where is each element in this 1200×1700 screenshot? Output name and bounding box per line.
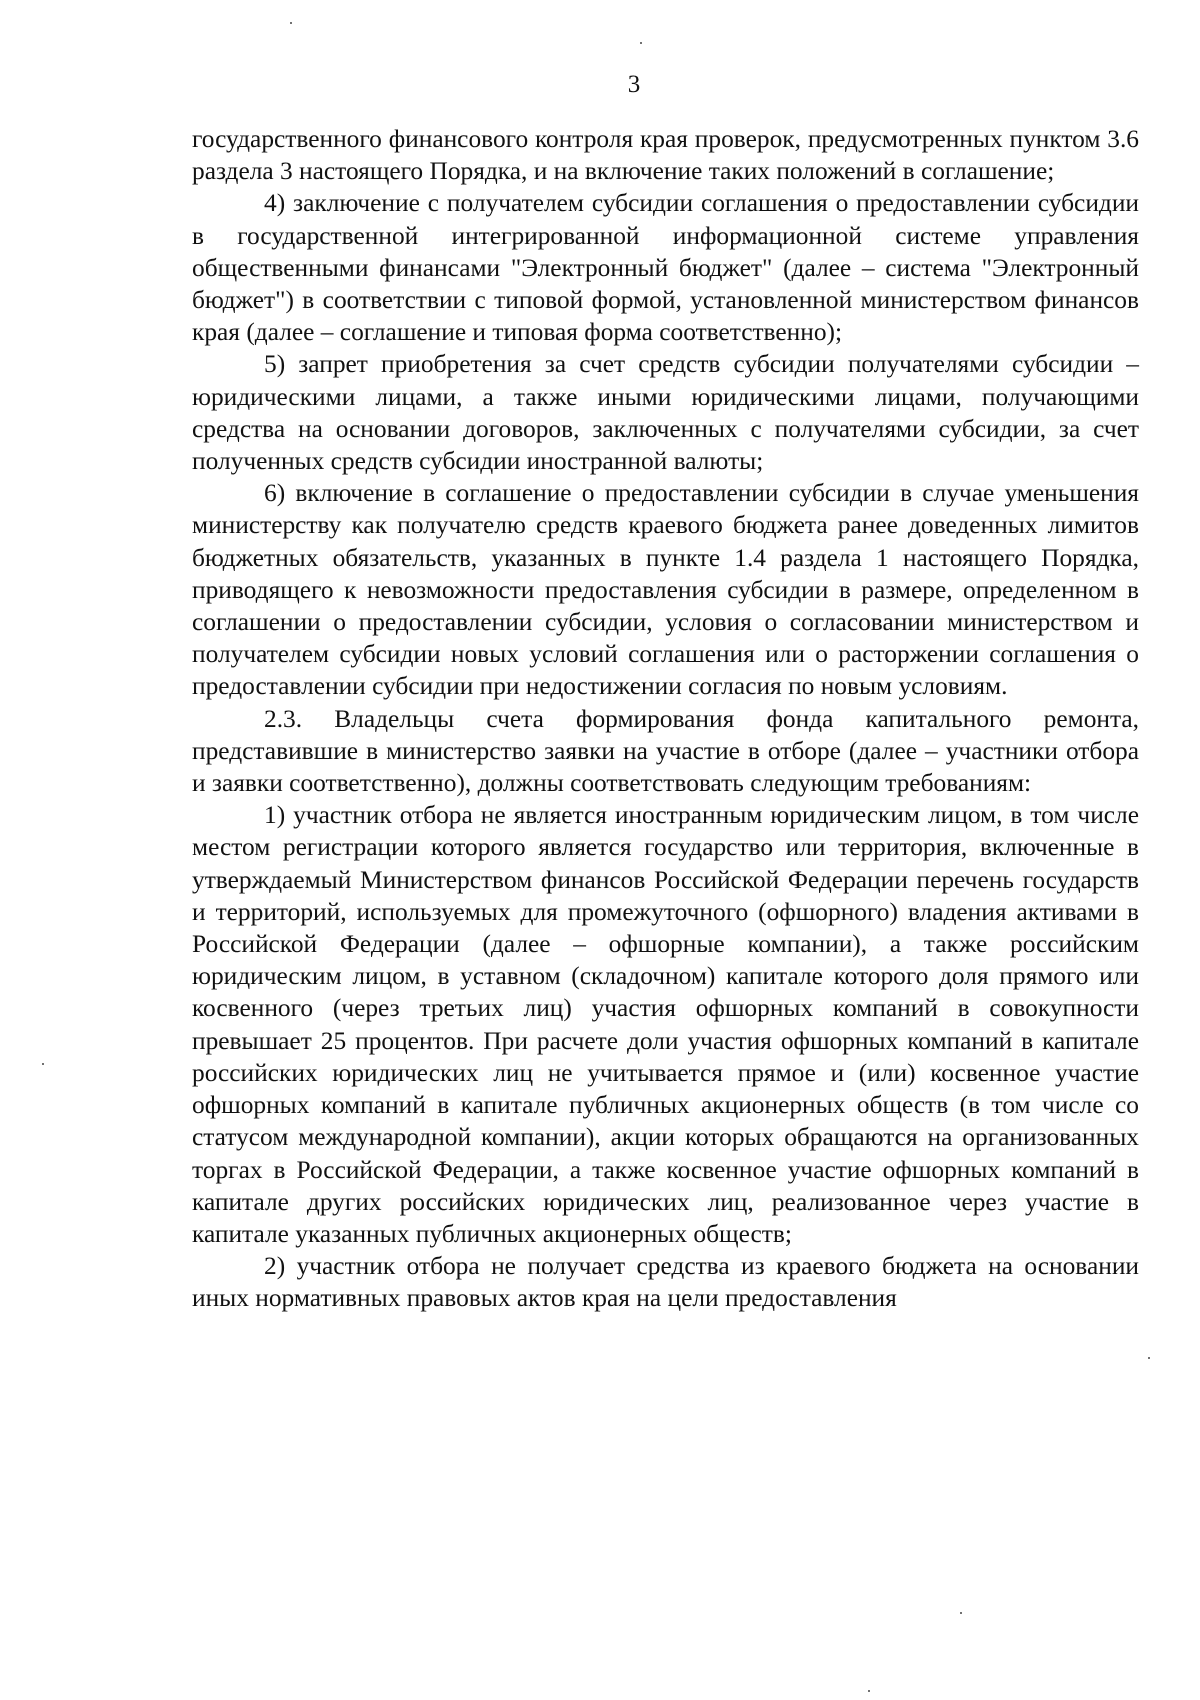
scan-speck xyxy=(1148,1357,1150,1359)
scan-speck xyxy=(868,1690,870,1692)
paragraph-item-6: 6) включение в соглашение о предоставлении субсидии в случае уменьшения министерству как получателю средств краевого бюджета ранее доведенных лимитов бюджетных обязательств, указанных в пункте 1.4 раздела 1 настоящего Порядка, приводящего к невозможности предоставления субсидии в размере, определенном в соглашении о предоставлении субсидии, условия о согласовании министерством и получателем субсидии новых условий соглашения или о расторжении соглашения о предоставлении субсидии при недостижении согласия по новым условиям. xyxy=(192,479,1139,701)
paragraph-requirement-2: 2) участник отбора не получает средства из краевого бюджета на основании иных нормативных правовых актов края на цели предоставления xyxy=(192,1252,1139,1313)
scan-speck xyxy=(42,1063,44,1065)
paragraph-continuation: государственного финансового контроля края проверок, предусмотренных пунктом 3.6 раздела 3 настоящего Порядка, и на включение таких положений в соглашение; xyxy=(192,125,1139,186)
document-body xyxy=(192,123,1139,1315)
paragraph-item-4: 4) заключение с получателем субсидии соглашения о предоставлении субсидии в государственной интегрированной информационной системе управления общественными финансами "Электронный бюджет" (далее – система "Электронный бюджет") в соответствии с типовой формой, установленной министерством финансов края (далее – соглашение и типовая форма соответственно); xyxy=(192,189,1139,347)
scan-speck xyxy=(960,1612,962,1614)
scan-speck xyxy=(290,22,292,24)
paragraph-requirement-1: 1) участник отбора не является иностранным юридическим лицом, в том числе местом регистрации которого является государство или территория, включенные в утверждаемый Министерством финансов Российской Федерации перечень государств и территорий, используемых для промежуточного (офшорного) владения активами в Российской Федерации (далее – офшорные компании), а также российским юридическим лицом, в уставном (складочном) капитале которого доля прямого или косвенного (через третьих лиц) участия офшорных компаний в совокупности превышает 25 процентов. При расчете доли участия офшорных компаний в капитале российских юридических лиц не учитывается прямое и (или) косвенное участие офшорных компаний в капитале публичных акционерных обществ (в том числе со статусом международной компании), акции которых обращаются на организованных торгах в Российской Федерации, а также косвенное участие офшорных компаний в капитале других российских юридических лиц, реализованное через участие в капитале указанных публичных акционерных обществ; xyxy=(192,801,1139,1248)
page-number: 3 xyxy=(627,71,641,98)
paragraph-item-5: 5) запрет приобретения за счет средств субсидии получателями субсидии – юридическими лицами, а также иными юридическими лицами, получающими средства на основании договоров, заключенных с получателями субсидии, за счет полученных средств субсидии иностранной валюты; xyxy=(192,350,1139,476)
paragraph-section-2-3: 2.3. Владельцы счета формирования фонда капитального ремонта, представившие в министерство заявки на участие в отборе (далее – участники отбора и заявки соответственно), должны соответствовать следующим требованиям: xyxy=(192,704,1139,798)
scan-speck xyxy=(640,42,642,44)
